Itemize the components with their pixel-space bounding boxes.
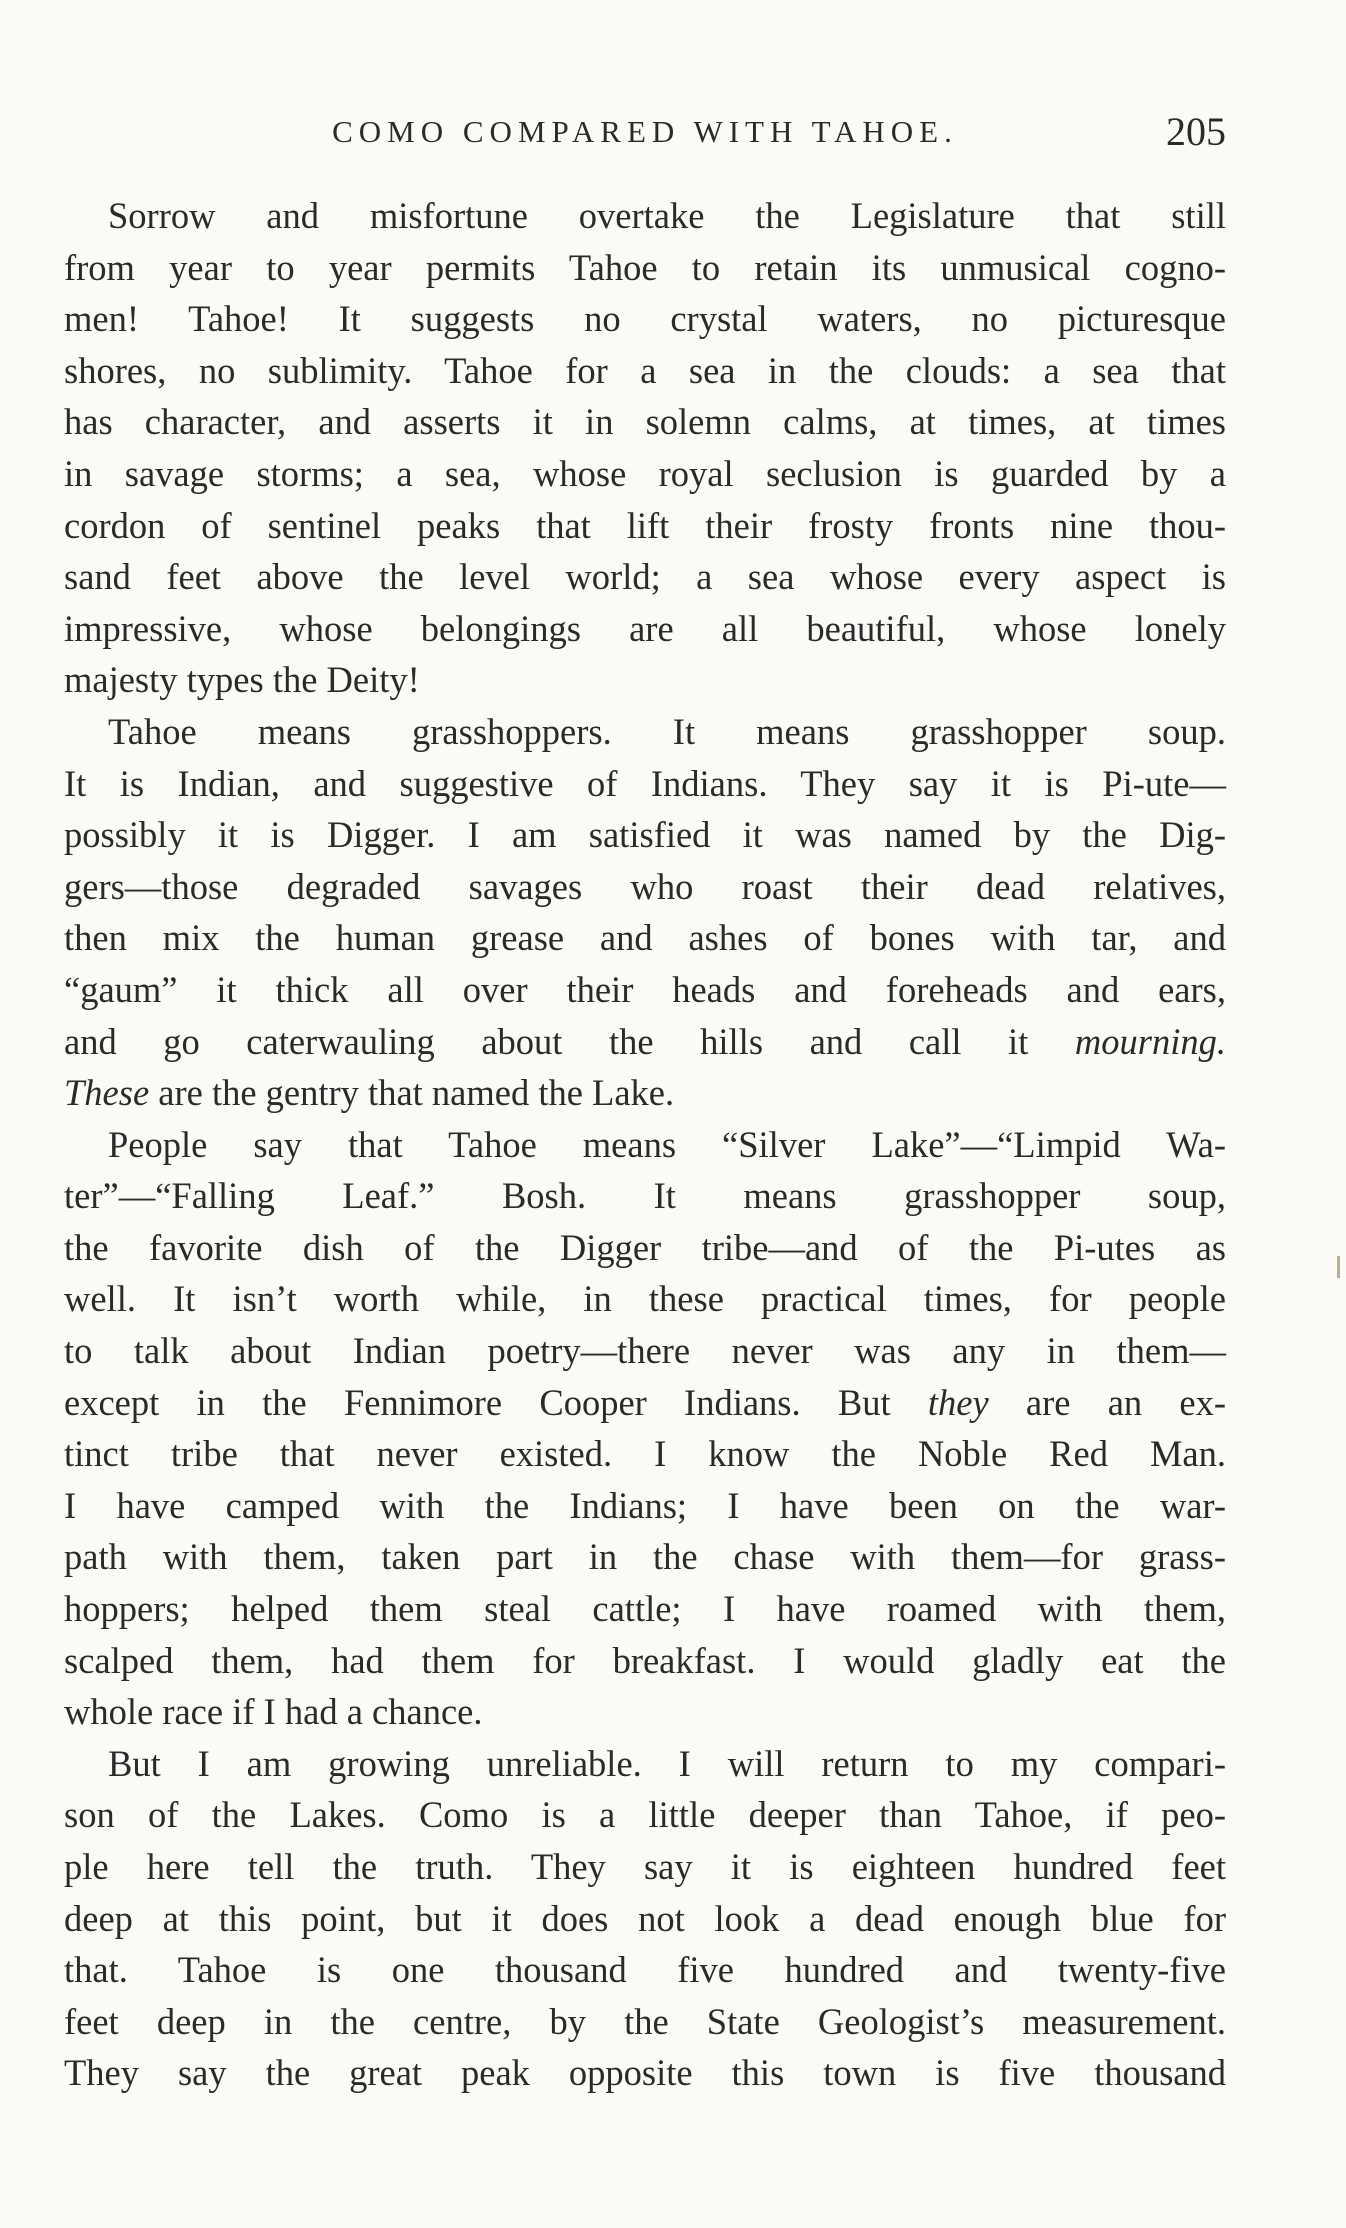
paragraph-3: [64, 1119, 1226, 1738]
text-line: Tahoe means grasshoppers. It means grasshopper soup.: [108, 710, 1226, 752]
text-line: whole race if I had a chance.: [64, 1691, 483, 1733]
text-line: deep at this point, but it does not look a dead enough blue for: [64, 1897, 1226, 1939]
text-line: cordon of sentinel peaks that lift their frosty fronts nine thou-: [64, 504, 1226, 546]
running-head: [64, 108, 1226, 158]
text-line: ter”—“Falling Leaf.” Bosh. It means grasshopper soup,: [64, 1175, 1226, 1217]
text-line: in savage storms; a sea, whose royal seclusion is guarded by a: [64, 452, 1226, 494]
page-number: 205: [1166, 109, 1226, 154]
italic-word: mourning.: [1074, 1020, 1226, 1062]
paragraph-1: [64, 190, 1226, 706]
text-line: has character, and asserts it in solemn calms, at times, at times: [64, 401, 1226, 443]
text-line: that. Tahoe is one thousand five hundred and twenty-five: [64, 1949, 1226, 1991]
text-segment: are the gentry that named the Lake.: [158, 1072, 675, 1114]
body-text: [64, 190, 1226, 2099]
text-line: shores, no sublimity. Tahoe for a sea in the clouds: a sea that: [64, 349, 1226, 391]
text-line: It is Indian, and suggestive of Indians. They say it is Pi-ute—: [64, 762, 1226, 804]
text-line: possibly it is Digger. I am satisfied it was named by the Dig-: [64, 814, 1226, 856]
text-line: “gaum” it thick all over their heads and foreheads and ears,: [64, 968, 1226, 1010]
text-line: [64, 1016, 1226, 1068]
text-line: well. It isn’t worth while, in these practical times, for people: [64, 1278, 1226, 1320]
text-segment: except in the Fennimore Cooper Indians. But: [64, 1381, 891, 1423]
text-line: scalped them, had them for breakfast. I would gladly eat the: [64, 1639, 1226, 1681]
text-line: impressive, whose belongings are all beautiful, whose lonely: [64, 607, 1226, 649]
text-line: But I am growing unreliable. I will return to my compari-: [108, 1742, 1226, 1784]
text-line: They say the great peak opposite this town is five thousand: [64, 2052, 1226, 2094]
paragraph-4: [64, 1738, 1226, 2099]
text-line: ple here tell the truth. They say it is eighteen hundred feet: [64, 1846, 1226, 1887]
text-line: [64, 1067, 1226, 1119]
text-line: hoppers; helped them steal cattle; I have roamed with them,: [64, 1588, 1226, 1630]
text-line: men! Tahoe! It suggests no crystal waters, no picturesque: [64, 298, 1226, 340]
text-line: gers—those degraded savages who roast their dead relatives,: [64, 865, 1226, 907]
text-line: son of the Lakes. Como is a little deeper than Tahoe, if peo-: [64, 1794, 1226, 1836]
running-title: COMO COMPARED WITH TAHOE.: [332, 114, 958, 149]
italic-word: These: [64, 1072, 150, 1114]
text-segment: are an ex-: [1025, 1381, 1227, 1423]
text-line: to talk about Indian poetry—there never was any in them—: [64, 1330, 1226, 1372]
text-line: the favorite dish of the Digger tribe—and of the Pi-utes as: [64, 1226, 1226, 1268]
text-line: feet deep in the centre, by the State Geologist’s measurement.: [64, 2000, 1226, 2042]
paragraph-2: [64, 706, 1226, 1119]
text-line: [64, 1377, 1226, 1429]
text-line: then mix the human grease and ashes of bones with tar, and: [64, 917, 1226, 959]
text-line: tinct tribe that never existed. I know the Noble Red Man.: [64, 1433, 1226, 1475]
text-line: path with them, taken part in the chase with them—for grass-: [64, 1536, 1226, 1578]
italic-word: they: [927, 1381, 989, 1423]
text-line: I have camped with the Indians; I have been on the war-: [64, 1484, 1226, 1526]
text-line: People say that Tahoe means “Silver Lake”—“Limpid Wa-: [108, 1123, 1226, 1165]
text-line: majesty types the Deity!: [64, 659, 420, 701]
margin-mark: [1337, 1256, 1340, 1278]
text-line: sand feet above the level world; a sea whose every aspect is: [64, 556, 1226, 598]
text-line: Sorrow and misfortune overtake the Legislature that still: [108, 195, 1226, 236]
text-line: from year to year permits Tahoe to retain its unmusical cogno-: [64, 246, 1226, 288]
text-segment: and go caterwauling about the hills and call it: [64, 1020, 1029, 1062]
